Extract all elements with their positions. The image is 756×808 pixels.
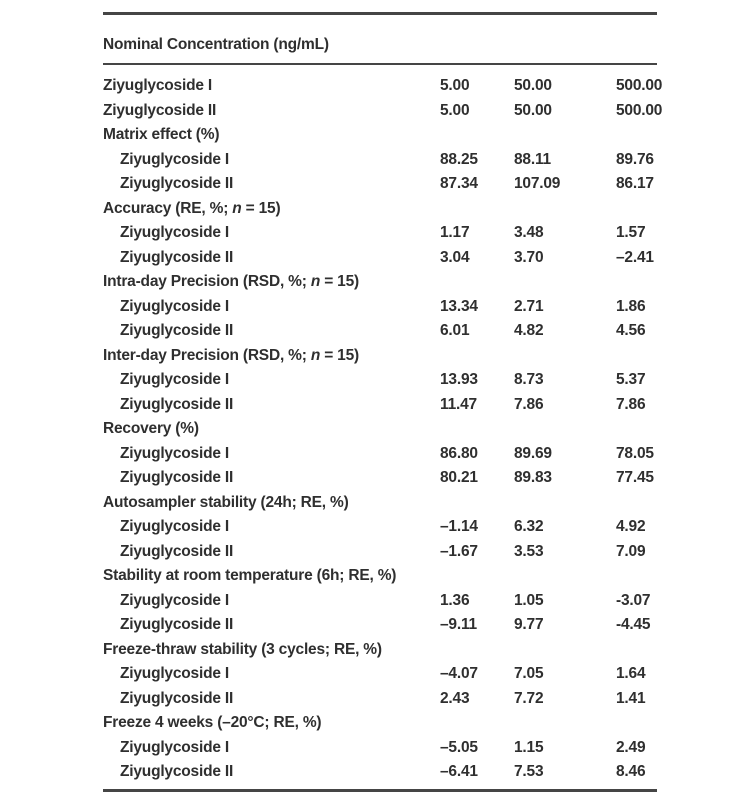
table-section-row xyxy=(103,638,657,663)
cell-value: 2.71 xyxy=(514,297,544,315)
table-row xyxy=(103,687,657,712)
cell-value: 8.73 xyxy=(514,371,544,388)
cell-value: –9.11 xyxy=(440,616,477,633)
cell-value: 500.00 xyxy=(616,101,663,119)
cell-value: –5.05 xyxy=(440,738,478,756)
row-label: Ziyuglycoside I xyxy=(120,444,229,462)
cell-value: 13.93 xyxy=(440,371,478,388)
cell-value: 87.34 xyxy=(440,175,478,192)
cell-value: 1.05 xyxy=(514,591,544,609)
row-label: Ziyuglycoside II xyxy=(120,322,234,339)
cell-value xyxy=(616,711,657,736)
cell-value xyxy=(514,638,616,663)
row-label: Freeze-thraw stability (3 cycles; RE, %) xyxy=(103,640,382,658)
cell-value: 7.86 xyxy=(616,395,646,413)
table-row xyxy=(103,393,657,418)
table-section-row xyxy=(103,197,657,222)
cell-value: 8.46 xyxy=(616,763,646,780)
row-label-italic: n xyxy=(310,273,321,290)
row-label: Ziyuglycoside II xyxy=(120,763,234,780)
cell-value: 7.53 xyxy=(514,763,544,780)
cell-value: 1.86 xyxy=(616,297,646,315)
cell-value xyxy=(440,197,514,222)
cell-value: 6.01 xyxy=(440,322,470,339)
row-label: Accuracy (RE, %; n = 15) xyxy=(103,199,281,217)
cell-value xyxy=(616,491,657,516)
cell-value xyxy=(616,638,657,663)
table-section-row xyxy=(103,123,657,148)
cell-value: 13.34 xyxy=(440,297,478,315)
row-label: Ziyuglycoside II xyxy=(120,175,234,192)
cell-value: -4.45 xyxy=(616,616,651,633)
cell-value xyxy=(514,564,616,589)
cell-value: 4.92 xyxy=(616,518,646,535)
cell-value: 7.86 xyxy=(514,395,544,413)
row-label: Ziyuglycoside I xyxy=(120,518,229,535)
row-label: Ziyuglycoside I xyxy=(120,665,229,682)
cell-value xyxy=(514,417,616,442)
row-label: Ziyuglycoside I xyxy=(120,591,229,609)
cell-value: 86.80 xyxy=(440,444,478,462)
table-body xyxy=(103,65,663,789)
row-label: Intra-day Precision (RSD, %; n = 15) xyxy=(103,273,359,290)
cell-value: 3.48 xyxy=(514,224,544,241)
row-label: Ziyuglycoside II xyxy=(103,101,217,119)
cell-value: –2.41 xyxy=(616,248,654,266)
cell-value xyxy=(440,123,514,148)
cell-value: 7.05 xyxy=(514,665,544,682)
cell-value: 3.53 xyxy=(514,542,544,560)
cell-value: 80.21 xyxy=(440,469,478,486)
table-section-row xyxy=(103,491,657,516)
cell-value: 86.17 xyxy=(616,175,654,192)
cell-value xyxy=(514,344,616,369)
row-label: Inter-day Precision (RSD, %; n = 15) xyxy=(103,346,359,364)
cell-value xyxy=(440,711,514,736)
cell-value: 7.72 xyxy=(514,689,544,707)
table-section-row xyxy=(103,417,657,442)
cell-value: 6.32 xyxy=(514,518,544,535)
cell-value: 1.15 xyxy=(514,738,544,756)
row-label: Autosampler stability (24h; RE, %) xyxy=(103,493,349,511)
cell-value xyxy=(440,638,514,663)
row-label: Ziyuglycoside II xyxy=(120,395,234,413)
cell-value: 1.41 xyxy=(616,689,646,707)
cell-value xyxy=(440,344,514,369)
cell-value: 2.43 xyxy=(440,689,470,707)
cell-value xyxy=(440,491,514,516)
table-row xyxy=(103,540,657,565)
cell-value: 9.77 xyxy=(514,616,544,633)
cell-value xyxy=(616,564,657,589)
row-label: Ziyuglycoside II xyxy=(120,689,234,707)
table-section-row xyxy=(103,711,657,736)
cell-value: 50.00 xyxy=(514,77,552,94)
row-label: Ziyuglycoside I xyxy=(120,371,229,388)
row-label: Ziyuglycoside II xyxy=(120,616,234,633)
table-bottom-rule xyxy=(103,789,657,792)
cell-value xyxy=(440,417,514,442)
table-row xyxy=(103,148,657,173)
row-label: Stability at room temperature (6h; RE, %) xyxy=(103,567,397,584)
table-header xyxy=(103,15,657,63)
cell-value: 5.00 xyxy=(440,77,470,94)
cell-value: 88.25 xyxy=(440,150,478,168)
table-section-row xyxy=(103,270,657,295)
cell-value: 1.64 xyxy=(616,665,646,682)
cell-value: 5.00 xyxy=(440,101,470,119)
cell-value xyxy=(440,564,514,589)
cell-value: –1.67 xyxy=(440,542,478,560)
cell-value xyxy=(514,270,616,295)
row-label: Ziyuglycoside I xyxy=(120,297,229,315)
table-row xyxy=(103,442,657,467)
cell-value: 1.36 xyxy=(440,591,470,609)
cell-value: 11.47 xyxy=(440,395,477,413)
table-row xyxy=(103,736,657,761)
cell-value: 88.11 xyxy=(514,150,551,168)
row-label-italic: n xyxy=(232,199,242,217)
cell-value xyxy=(616,417,657,442)
cell-value: 78.05 xyxy=(616,444,654,462)
row-label: Ziyuglycoside I xyxy=(120,738,229,756)
table-row xyxy=(103,760,657,785)
table-row xyxy=(103,74,663,99)
table-row xyxy=(103,515,657,540)
row-label: Ziyuglycoside I xyxy=(120,224,229,241)
table-row xyxy=(103,319,657,344)
cell-value: 107.09 xyxy=(514,175,561,192)
cell-value: 1.17 xyxy=(440,224,470,241)
table-row xyxy=(103,662,657,687)
row-label-italic: n xyxy=(310,346,321,364)
cell-value xyxy=(514,711,616,736)
row-label: Matrix effect (%) xyxy=(103,126,220,143)
validation-table xyxy=(103,12,663,792)
table-section-row xyxy=(103,564,657,589)
row-label: Recovery (%) xyxy=(103,420,199,437)
table-row xyxy=(103,613,657,638)
cell-value: 7.09 xyxy=(616,542,646,560)
cell-value: 50.00 xyxy=(514,101,552,119)
row-label: Ziyuglycoside I xyxy=(120,150,229,168)
row-label: Ziyuglycoside II xyxy=(120,469,234,486)
cell-value: –6.41 xyxy=(440,763,478,780)
cell-value: 89.69 xyxy=(514,444,552,462)
cell-value: 3.70 xyxy=(514,248,544,266)
table-row xyxy=(103,295,657,320)
cell-value: –4.07 xyxy=(440,665,478,682)
row-label: Freeze 4 weeks (–20°C; RE, %) xyxy=(103,714,322,731)
cell-value xyxy=(514,123,616,148)
cell-value xyxy=(514,491,616,516)
cell-value: 3.04 xyxy=(440,248,470,266)
row-label: Ziyuglycoside I xyxy=(103,77,212,94)
cell-value: 500.00 xyxy=(616,77,663,94)
table-header-label: Nominal Concentration (ng/mL) xyxy=(103,36,329,53)
cell-value xyxy=(616,197,657,222)
table-row xyxy=(103,172,657,197)
cell-value: 2.49 xyxy=(616,738,646,756)
cell-value xyxy=(616,344,657,369)
table-row xyxy=(103,246,657,271)
cell-value: 77.45 xyxy=(616,469,654,486)
cell-value: 4.82 xyxy=(514,322,544,339)
table-row xyxy=(103,589,657,614)
cell-value: 1.57 xyxy=(616,224,646,241)
cell-value xyxy=(440,270,514,295)
table-row xyxy=(103,466,657,491)
table-row xyxy=(103,221,657,246)
cell-value: –1.14 xyxy=(440,518,478,535)
cell-value: 5.37 xyxy=(616,371,646,388)
table-section-row xyxy=(103,344,657,369)
table-row xyxy=(103,368,657,393)
table-row xyxy=(103,99,663,124)
row-label: Ziyuglycoside II xyxy=(120,542,234,560)
cell-value xyxy=(616,123,657,148)
cell-value: 89.83 xyxy=(514,469,552,486)
cell-value xyxy=(616,270,657,295)
cell-value: 89.76 xyxy=(616,150,654,168)
cell-value: 4.56 xyxy=(616,322,646,339)
row-label: Ziyuglycoside II xyxy=(120,248,234,266)
cell-value: -3.07 xyxy=(616,591,651,609)
cell-value xyxy=(514,197,616,222)
